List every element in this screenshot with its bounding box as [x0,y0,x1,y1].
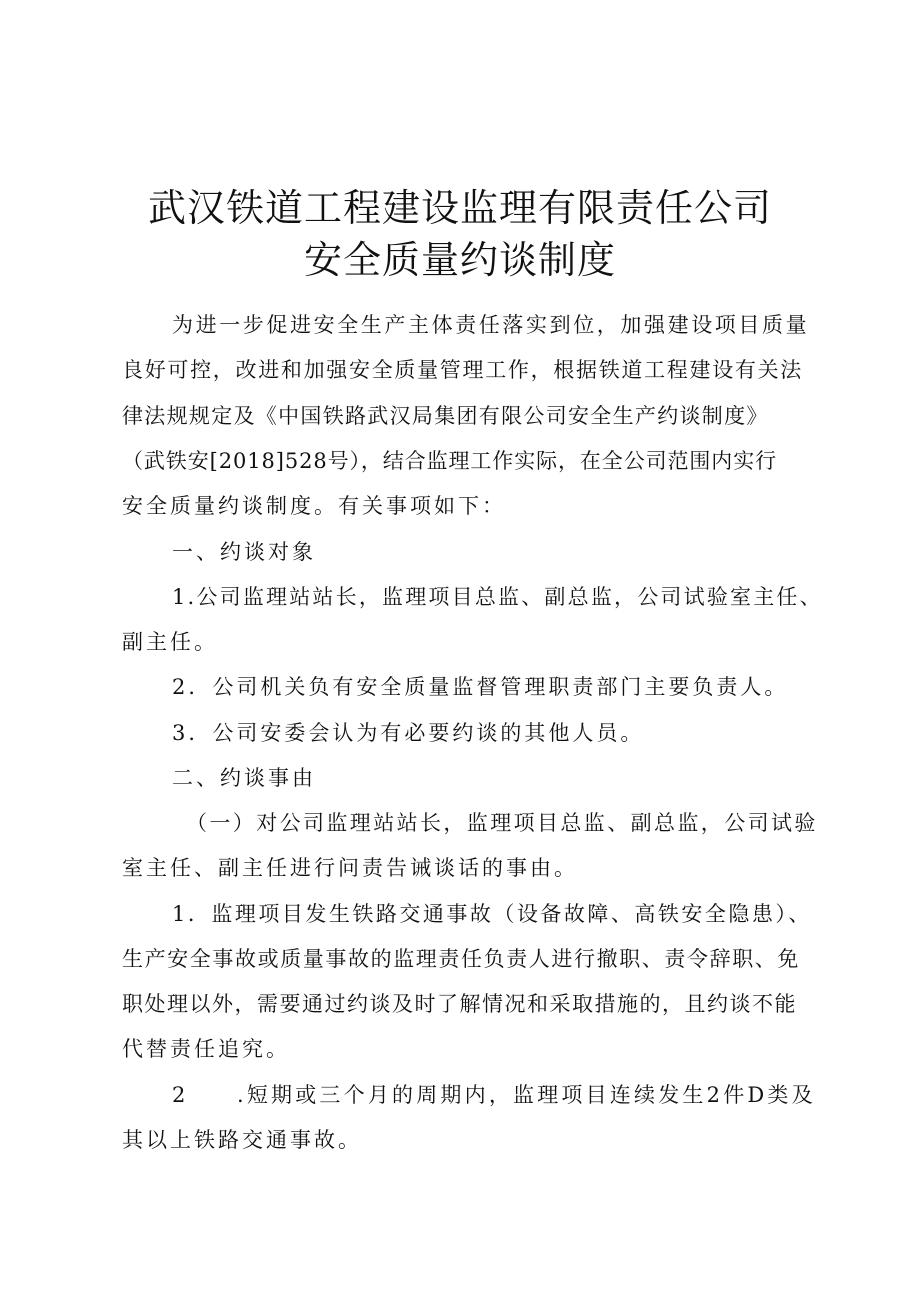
paragraph-line: 为进一步促进安全生产主体责任落实到位，加强建设项目质量 [172,313,810,337]
paragraph-line: 职处理以外，需要通过约谈及时了解情况和采取措施的，且约谈不能 [122,992,797,1016]
paragraph-line: 安全质量约谈制度。有关事项如下： [122,494,506,518]
paragraph-line: 其以上铁路交通事故。 [122,1128,362,1152]
paragraph-line: 2 .短期或三个月的周期内，监理项目连续发生2件D类及 [172,1083,816,1107]
paragraph-line: 良好可控，改进和加强安全质量管理工作，根据铁道工程建设有关法 [122,358,803,382]
paragraph-line: （一）对公司监理站站长，监理项目总监、副总监，公司试验 [186,811,818,835]
paragraph-line: 2．公司机关负有安全质量监督管理职责部门主要负责人。 [172,675,789,699]
paragraph-line: 室主任、副主任进行问责告诫谈话的事由。 [122,856,578,880]
paragraph-line: 代替责任追究。 [122,1037,290,1061]
paragraph-line: （武铁安[2018]528号），结合监理工作实际，在全公司范围内实行 [122,449,778,473]
paragraph-line: 副主任。 [122,630,218,654]
paragraph-line: 1．监理项目发生铁路交通事故（设备故障、高铁安全隐患）、 [172,902,812,926]
paragraph-line: 律法规规定及《中国铁路武汉局集团有限公司安全生产约谈制度》 [122,404,769,428]
document-title-line2: 安全质量约谈制度 [303,238,616,283]
section-heading: 二、约谈事由 [172,766,316,790]
section-heading: 一、约谈对象 [172,540,316,564]
paragraph-line: 生产安全事故或质量事故的监理责任负责人进行撤职、责令辞职、免 [122,947,800,971]
paragraph-line: 1.公司监理站站长，监理项目总监、副总监，公司试验室主任、 [172,585,823,609]
document-title-line1: 武汉铁道工程建设监理有限责任公司 [147,186,772,231]
paragraph-line: 3．公司安委会认为有必要约谈的其他人员。 [172,721,645,745]
